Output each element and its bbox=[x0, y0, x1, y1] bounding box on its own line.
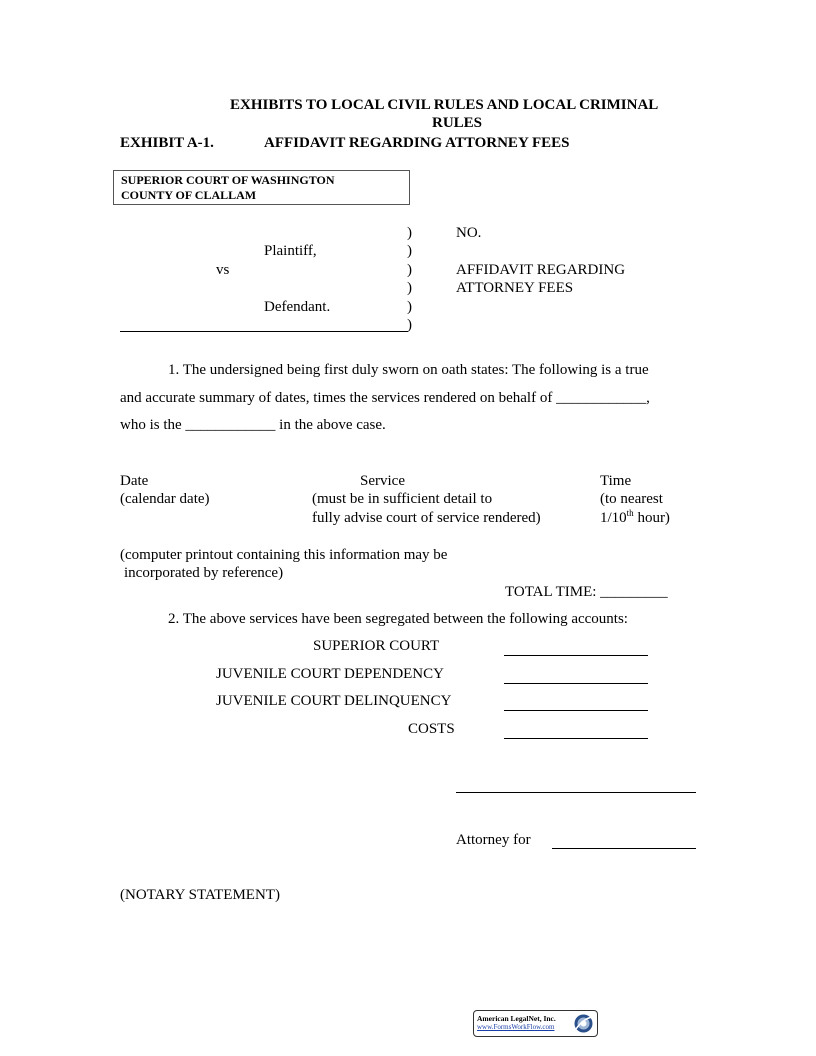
account-juvenile-dependency: JUVENILE COURT DEPENDENCY bbox=[216, 666, 444, 682]
document-title-line-2: ATTORNEY FEES bbox=[456, 280, 574, 296]
signature-line bbox=[456, 792, 696, 793]
case-number-label: NO. bbox=[456, 225, 482, 241]
exhibit-label: EXHIBIT A-1. bbox=[120, 135, 214, 151]
notary-statement: (NOTARY STATEMENT) bbox=[120, 887, 280, 903]
account-costs-line bbox=[504, 738, 648, 739]
logo-website-link[interactable]: www.FormsWorkFlow.com bbox=[477, 1023, 555, 1031]
account-costs: COSTS bbox=[408, 721, 455, 737]
paragraph-2: 2. The above services have been segregated between the following accounts: bbox=[168, 611, 628, 627]
time-column-heading: Time bbox=[600, 473, 632, 489]
plaintiff-label: Plaintiff, bbox=[264, 243, 317, 259]
time-column-sub-1: (to nearest bbox=[600, 491, 663, 507]
court-line-2: COUNTY OF CLALLAM bbox=[121, 188, 257, 202]
attorney-for-label: Attorney for bbox=[456, 832, 531, 848]
court-line-1: SUPERIOR COURT OF WASHINGTON bbox=[121, 173, 335, 187]
printout-note-line-1: (computer printout containing this information may be bbox=[120, 547, 448, 563]
date-column-heading: Date bbox=[120, 473, 149, 489]
service-column-heading: Service bbox=[360, 473, 405, 489]
service-column-sub-2: fully advise court of service rendered) bbox=[312, 510, 541, 526]
paragraph-1-line-3: who is the ____________ in the above case. bbox=[120, 417, 386, 433]
title-line-1: EXHIBITS TO LOCAL CIVIL RULES AND LOCAL CRIMINAL bbox=[230, 97, 659, 113]
caption-underline bbox=[120, 331, 408, 332]
caption-paren-6: ) bbox=[407, 317, 412, 333]
document-title-line-1: AFFIDAVIT REGARDING bbox=[456, 262, 626, 278]
vs-label: vs bbox=[216, 262, 230, 278]
account-juvenile-delinquency: JUVENILE COURT DELINQUENCY bbox=[216, 693, 452, 709]
service-column-sub-1: (must be in sufficient detail to bbox=[312, 491, 493, 507]
title-line-2: RULES bbox=[432, 115, 483, 131]
date-column-subheading: (calendar date) bbox=[120, 491, 210, 507]
defendant-label: Defendant. bbox=[264, 299, 331, 315]
time-column-sub-2: 1/10th hour) bbox=[600, 508, 670, 526]
court-box bbox=[113, 170, 410, 205]
account-juvenile-dependency-line bbox=[504, 683, 648, 684]
paragraph-1-line-2: and accurate summary of dates, times the services rendered on behalf of ____________, bbox=[120, 390, 650, 406]
logo-company-name: American LegalNet, Inc. bbox=[477, 1014, 556, 1023]
caption-paren-1: ) bbox=[407, 225, 412, 241]
globe-icon bbox=[573, 1013, 594, 1034]
publisher-logo bbox=[473, 1010, 598, 1037]
attorney-for-line bbox=[552, 848, 696, 849]
total-time: TOTAL TIME: _________ bbox=[505, 584, 668, 600]
printout-note-line-2: incorporated by reference) bbox=[124, 565, 284, 581]
caption-paren-5: ) bbox=[407, 299, 412, 315]
paragraph-1-line-1: 1. The undersigned being first duly sworn on oath states: The following is a true bbox=[168, 362, 649, 378]
caption-paren-3: ) bbox=[407, 262, 412, 278]
exhibit-title: AFFIDAVIT REGARDING ATTORNEY FEES bbox=[264, 135, 570, 151]
account-superior-court: SUPERIOR COURT bbox=[313, 638, 440, 654]
account-juvenile-delinquency-line bbox=[504, 710, 648, 711]
caption-paren-4: ) bbox=[407, 280, 412, 296]
caption-paren-2: ) bbox=[407, 243, 412, 259]
account-superior-court-line bbox=[504, 655, 648, 656]
